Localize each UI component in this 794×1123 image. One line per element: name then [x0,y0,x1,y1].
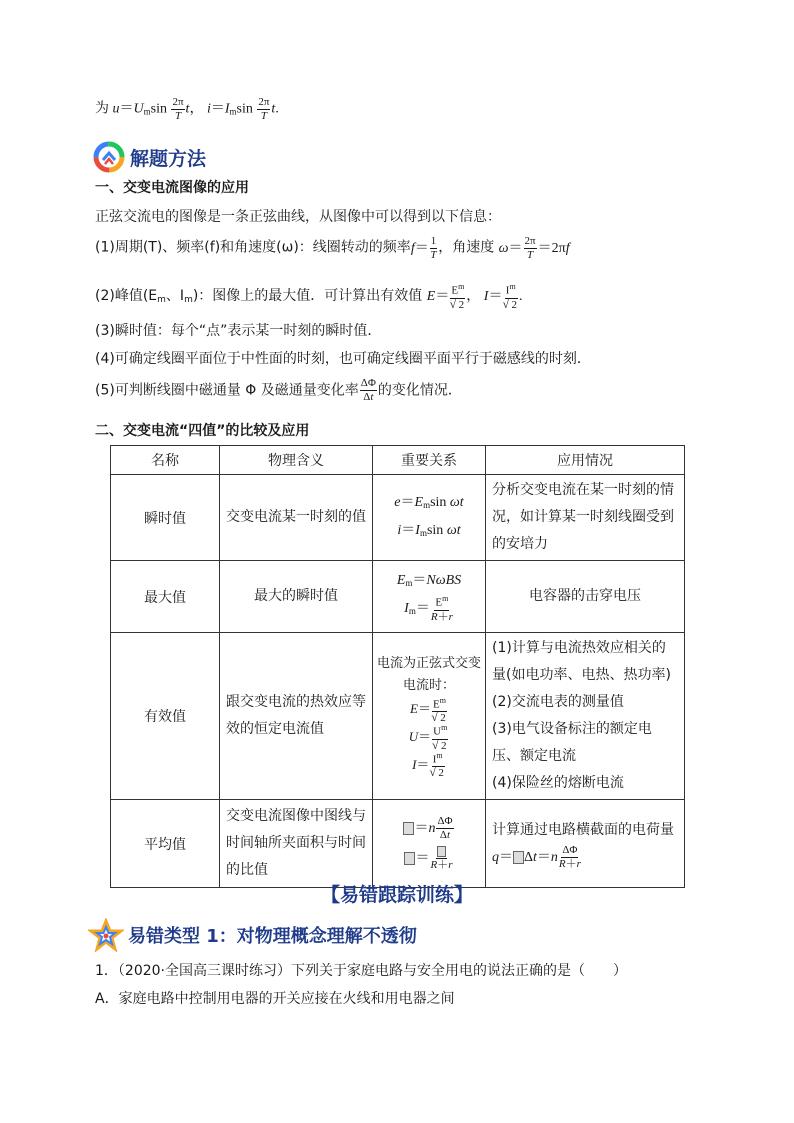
question-1: 1．（2020·全国高三课时练习）下列关于家庭电路与安全用电的说法正确的是（ ） [95,963,627,979]
training-banner: 【易错跟踪训练】 [320,884,473,906]
table-header: 重要关系 [373,446,486,475]
row-relation: $E_m=N\omega BS$ $I_m=$ $\frac{E^m}{R+r}$ [373,561,486,633]
table-row [111,475,685,561]
row-relation: $e=E_m\sin$ ωt $i=I_m\sin$ ωt [373,475,486,561]
item1: (1)周期(T)、频率(f)和角速度(ω)：线圈转动的频率f＝ $\frac{1}{T}$ ，角速度 ω＝ $\frac{2\pi}{T}$ ＝2πf [95,235,570,261]
option-a: A．家庭电路中控制用电器的开关应接在火线和用电器之间 [95,991,455,1007]
row-meaning: 最大的瞬时值 [220,561,373,633]
row-relation: ＝n $\frac{\Delta\Phi}{\Delta t}$ ＝ R＋r [373,800,486,888]
row-meaning: 交变电流某一时刻的值 [220,475,373,561]
item4: (4)可确定线圈平面位于中性面的时刻，也可确定线圈平面平行于磁感线的时刻． [95,351,591,367]
row-relation: 电流为正弦式交变电流时： E＝ $E^m$ √ 2 U＝ $U^m$ √ 2 I＝ $I^m$ √ 2 [373,633,486,800]
row-usage: 计算通过电路横截面的电荷量 q＝ Δt＝n $\frac{\Delta\Phi}{R+r}$ [486,800,685,888]
row-name: 最大值 [111,561,220,633]
row-name: 瞬时值 [111,475,220,561]
section2-title: 二、交变电流“四值”的比较及应用 [95,423,310,439]
item3: (3)瞬时值：每个“点”表示某一时刻的瞬时值． [95,323,382,339]
table-row [111,561,685,633]
star-icon [88,918,124,952]
table-row [111,633,685,800]
table-header-row [111,446,685,475]
row-name: 有效值 [111,633,220,800]
section1-intro: 正弦交流电的图像是一条正弦曲线，从图像中可以得到以下信息： [95,209,501,225]
error-type-title: 易错类型 1：对物理概念理解不透彻 [128,926,417,947]
row-usage: 分析交变电流在某一时刻的情况，如计算某一时刻线圈受到的安培力 [486,475,685,561]
table-header: 名称 [111,446,220,475]
table-row [111,800,685,888]
table-header: 应用情况 [486,446,685,475]
row-name: 平均值 [111,800,220,888]
item5: (5)可判断线圈中磁通量 Φ 及磁通量变化率 $\frac{\Delta\Phi}{\Delta t}$ 的变化情况． [95,377,462,403]
table-header: 物理含义 [220,446,373,475]
four-values-table [110,445,685,888]
error-type-heading [88,918,417,952]
row-meaning: 跟交变电流的热效应等效的恒定电流值 [220,633,373,800]
intro-formula: 为 $u=U_m\sin$ $\frac{2\pi}{T}$ t， $i=I_m\sin$ $\frac{2\pi}{T}$ t. [95,96,279,122]
method-title: 解题方法 [130,147,207,170]
row-usage: (1)计算与电流热效应相关的量(如电功率、电热、热功率) (2)交流电表的测量值 (3)电气设备标注的额定电压、额定电流 (4)保险丝的熔断电流 [486,633,685,800]
method-heading [92,140,206,174]
section1-title: 一、交变电流图像的应用 [95,180,249,196]
row-usage: 电容器的击穿电压 [486,561,685,633]
row-meaning: 交变电流图像中图线与时间轴所夹面积与时间的比值 [220,800,373,888]
method-icon [92,140,126,174]
item2: (2)峰值($E_m$、$I_m$)：图像上的最大值．可计算出有效值 E＝ $E^m$ √ 2 ， I＝ $I^m$ √ 2 . [95,283,522,311]
